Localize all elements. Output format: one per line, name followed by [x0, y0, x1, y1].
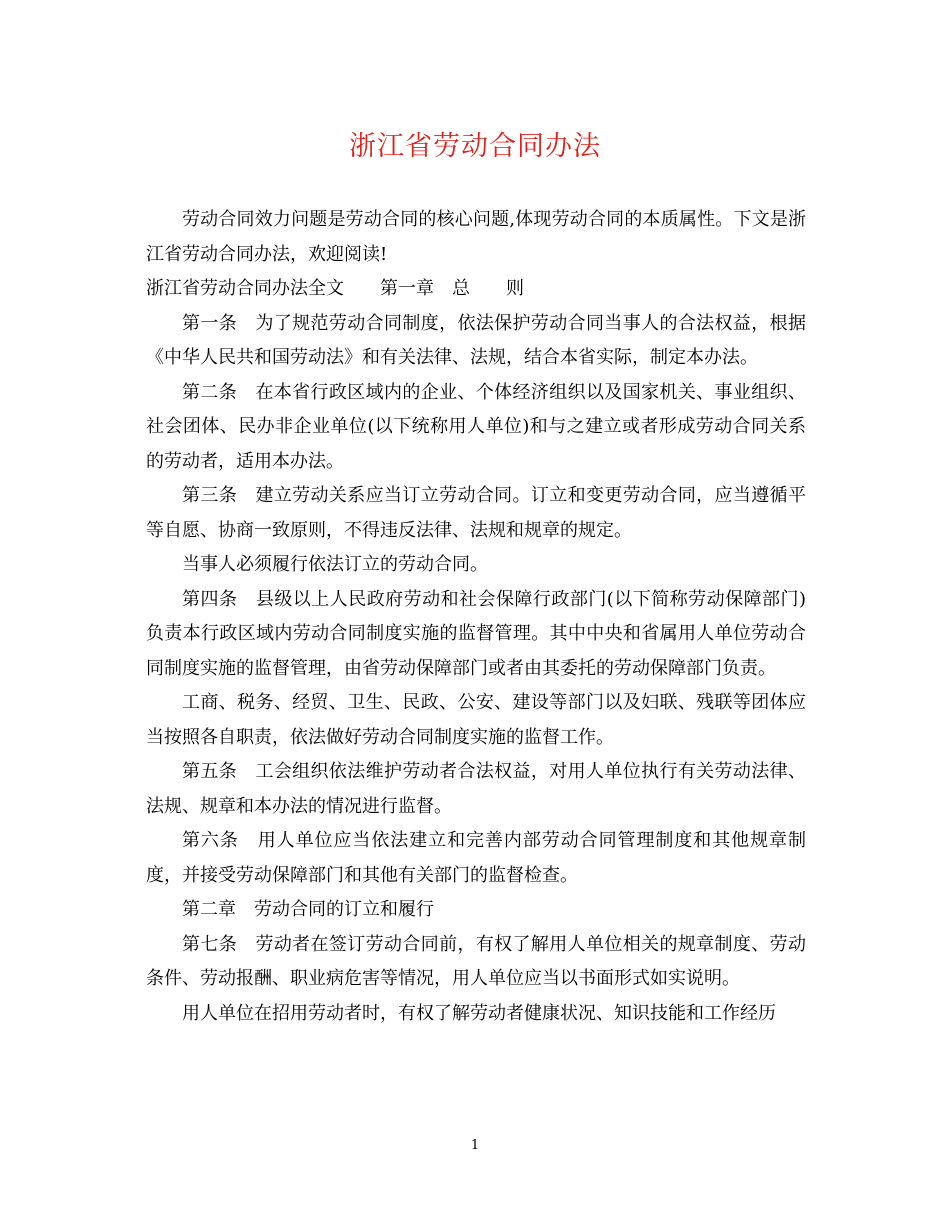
document-body — [146, 203, 806, 1031]
page-number: 1 — [470, 1138, 480, 1153]
paragraph-article-1: 第一条 为了规范劳动合同制度，依法保护劳动合同当事人的合法权益，根据《中华人民共和国劳动法》和有关法律、法规，结合本省实际，制定本办法。 — [146, 312, 806, 368]
paragraph-article-3-note: 当事人必须履行依法订立的劳动合同。 — [182, 554, 488, 575]
paragraph-article-6: 第六条 用人单位应当依法建立和完善内部劳动合同管理制度和其他规章制度，并接受劳动保障部门和其他有关部门的监督检查。 — [146, 830, 806, 886]
paragraph-chapter-one-heading: 浙江省劳动合同办法全文 第一章 总 则 — [146, 278, 524, 299]
paragraph-article-4: 第四条 县级以上人民政府劳动和社会保障行政部门(以下简称劳动保障部门)负责本行政区域内劳动合同制度实施的监督管理。其中中央和省属用人单位劳动合同制度实施的监督管理，由省劳动保障部门或者由其委托的劳动保障部门负责。 — [146, 588, 806, 679]
paragraph-article-7-note: 用人单位在招用劳动者时，有权了解劳动者健康状况、知识技能和工作经历 — [182, 1002, 776, 1024]
paragraph-article-5: 第五条 工会组织依法维护劳动者合法权益，对用人单位执行有关劳动法律、法规、规章和本办法的情况进行监督。 — [146, 761, 806, 817]
paragraph-article-4-note: 工商、税务、经贸、卫生、民政、公安、建设等部门以及妇联、残联等团体应当按照各自职责，依法做好劳动合同制度实施的监督工作。 — [146, 692, 806, 748]
page-title: 浙江省劳动合同办法 — [349, 131, 601, 162]
paragraph-intro: 劳动合同效力问题是劳动合同的核心问题,体现劳动合同的本质属性。下文是浙江省劳动合同办法，欢迎阅读! — [146, 209, 806, 265]
paragraph-article-7: 第七条 劳动者在签订劳动合同前，有权了解用人单位相关的规章制度、劳动条件、劳动报酬、职业病危害等情况，用人单位应当以书面形式如实说明。 — [146, 933, 806, 989]
paragraph-article-2: 第二条 在本省行政区域内的企业、个体经济组织以及国家机关、事业组织、社会团体、民办非企业单位(以下统称用人单位)和与之建立或者形成劳动合同关系的劳动者，适用本办法。 — [146, 381, 806, 472]
paragraph-article-3: 第三条 建立劳动关系应当订立劳动合同。订立和变更劳动合同，应当遵循平等自愿、协商一致原则，不得违反法律、法规和规章的规定。 — [146, 485, 806, 541]
paragraph-chapter-two-heading: 第二章 劳动合同的订立和履行 — [182, 899, 434, 920]
